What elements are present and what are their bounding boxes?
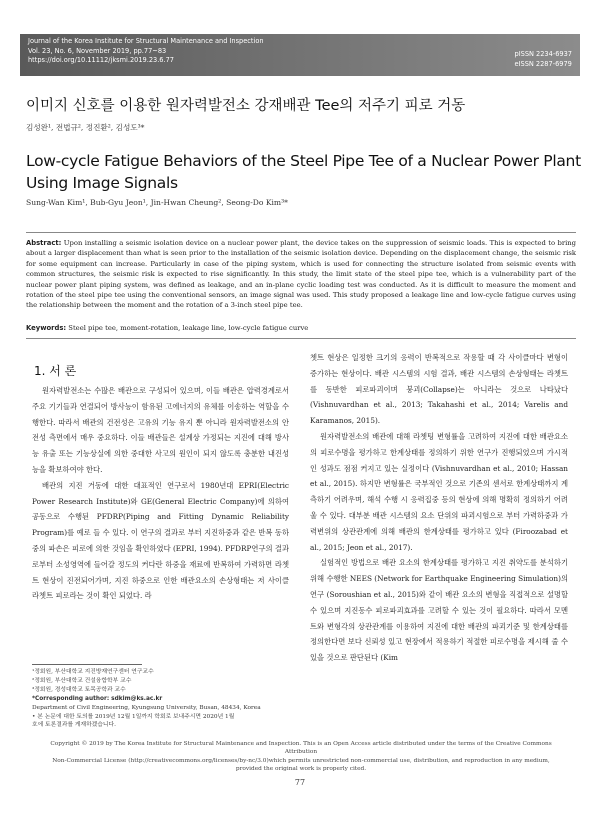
body-paragraph: 원자력발전소는 수많은 배관으로 구성되어 있으며, 이들 배관은 압력경계로서 주요 기기들과 연결되어 방사능이 함유된 고에너지의 유체를 이송하는 역할을 수행한다. 따라서 배관의 건전성은 고유의 기능 유지 뿐 아니라 원자력발전소의 안전성 측면에서 매우 중요하다. 이들 배관들은 설계상 가정되는 지진에 대해 방사능 유출 또는 기능상실에 의한 중대한 사고의 원인이 되지 않도록 충분한 내진성능을 확보하여야 한다. (32, 386, 289, 474)
authors-korean: 김성완¹, 전법규², 정진환², 김성도³* (26, 123, 145, 132)
copyright-notice (36, 740, 566, 774)
discussion-note-cont: 호에 토론결과를 게재하겠습니다. (32, 722, 116, 729)
journal-volume: Vol. 23, No. 6, November 2019, pp.77~83 (28, 46, 167, 55)
title-english: Low-cycle Fatigue Behaviors of the Steel Pipe Tee of a Nuclear Power Plant Using Image Signals (26, 152, 581, 192)
copyright-line: Copyright © 2019 by The Korea Institute for Structural Maintenance and Inspection. This is an Open Access article distributed under the terms of the Creative Commons Attribution (50, 741, 552, 756)
footnote-affiliation-3: ³정회원, 경성대학교 토목공학과 교수 (32, 686, 126, 693)
abstract-label: Abstract: (26, 239, 62, 247)
footnote-divider (32, 664, 142, 665)
page-number: 77 (294, 778, 306, 787)
section-title-introduction: 1. 서 론 (34, 364, 77, 378)
copyright-line: provided the original work is properly cited. (235, 766, 367, 773)
divider-middle (26, 338, 576, 339)
journal-name: Journal of the Korea Institute for Structural Maintenance and Inspection (28, 37, 264, 45)
abstract-text: Upon installing a seismic isolation device on a nuclear power plant, the device takes on the suppression of seismic loads. This is expected to bring about a larger displacement than what is seen prior to the installation of the seismic isolation device. Depending on the displacement change, the seismic risk for some equipment can increase. Particularly in case of the piping system, which is used for connecting the structure isolated from seismic events with common structures, the seismic risk is expected to rise significantly. In this study, the limit state of the steel pipe tee, which is a vulnerability part of the nuclear power plant piping system, was defined as leakage, and an in-plane cyclic loading test was conducted. As it is difficult to measure the moment and rotation of the steel pipe tee using the conventional sensors, an image signal was used. This study proposed a leakage line and low-cycle fatigue curves using the relationship between the moment and the rotation of a 3-inch steel pipe tee. (26, 239, 576, 310)
discussion-note: • 본 논문에 대한 토의를 2019년 12월 1일까지 학회로 보내주시면 2020년 1월 (32, 713, 235, 720)
authors-english: Sung-Wan Kim¹, Bub-Gyu Jeon¹, Jin-Hwan Cheung², Seong-Do Kim³* (26, 198, 288, 207)
issn-block (515, 50, 572, 69)
corresponding-author: *Corresponding author: sdkim@ks.ac.kr (32, 695, 163, 702)
divider-top (26, 232, 576, 233)
journal-info (28, 37, 264, 66)
eissn: eISSN 2287-6979 (514, 59, 572, 68)
body-paragraph: 원자력발전소의 배관에 대해 라쳇팅 변형률을 고려하여 지진에 대한 배관요소의 피로수명을 평가하고 한계상태를 정의하기 위한 연구가 진행되었으며 가시적인 성과도 점점 커지고 있는 실정이다 (Vishnuvardhan et al., 2010; Hassan et al., 2015). 하지만 변형률은 국부적인 것으로 기존의 센서로 한계상태까지 계측하기 어려우며, 해석 수행 시 응력집중 등의 현상에 의해 명확히 정의하기 어려울 수 있다. 대부분 배관 시스템의 요소 단위의 파괴시험으로 부터 가력하중과 가력변위의 상관관계에 의해 배관의 한계상태를 평가하고 있다 (Firoozabad et al., 2015; Jeon et al., 2017). (310, 431, 568, 552)
keywords-label: Keywords: (26, 324, 67, 332)
copyright-line: Non-Commercial License (http://creativecommons.org/licenses/by-nc/3.0)which permits unrestricted non-commercial use, distribution, and reproduction in any medium, (52, 757, 550, 764)
doi-link[interactable]: https://doi.org/10.11112/jksmi.2019.23.6.77 (28, 56, 174, 65)
body-paragraph: 쳇트 현상은 일정한 크기의 응력이 반복적으로 작용할 때 각 사이클마다 변형이 증가하는 현상이다. 배관 시스템의 시험 결과, 배관 시스템의 손상형태는 라쳇트를 동반한 피로파괴이며 붕괴(Collapse)는 아니라는 것으로 나타났다 (Vishnuvardhan et al., 2013; Takahashi et al., 2014; Varelis and Karamanos, 2015). (310, 353, 568, 426)
footnotes (32, 668, 290, 730)
body-paragraph: 실험적인 방법으로 배관 요소의 한계상태를 평가하고 지진 취약도를 분석하기 위해 수행한 NEES (Network for Earthquake Engineering Simulation)의 연구 (Soroushian et al., 2015)와 같이 배관 요소의 변형을 직접적으로 설명할 수 있으며 지진동수 피로파괴효과를 고려할 수 있는 것이 필요하다. 따라서 모멘트와 변형각의 상관관계를 이용하여 지진에 대한 배관의 파괴기준 및 한계상태를 정의한다면 보다 신뢰성 있고 현장에서 적용하기 적절한 피로수명을 제시해 줄 수 있을 것으로 판단된다 (Kim (310, 558, 568, 663)
pissn: pISSN 2234-6937 (514, 50, 572, 58)
author-department: Department of Civil Engineering, Kyungsung University, Busan, 48434, Korea (32, 704, 261, 711)
footnote-affiliation-2: ²정회원, 부산대학교 건설융합학부 교수 (32, 677, 132, 684)
body-column-left (32, 383, 289, 653)
abstract (26, 238, 576, 311)
footnote-affiliation-1: ¹정회원, 부산대학교 지진방재연구센터 연구교수 (32, 669, 154, 675)
keywords (26, 323, 576, 333)
body-paragraph: 배관의 지진 거동에 대한 대표적인 연구로서 1980년대 EPRI(Electric Power Research Institute)와 GE(General Electric Company)에 의하여 공동으로 수행된 PFDRP(Piping and Fitting Dynamic Reliability Program)를 예로 들 수 있다. 이 연구의 결과로 부터 지진하중과 같은 반복 동하중의 파손은 피로에 의한 것임을 확인하였다 (EPRI, 1994). PFDRP연구의 결과로부터 소성영역에 들어갈 정도의 커다란 하중을 재료에 반복하여 가력하면 라쳇트 현상이 진전되어가며, 지진 하중으로 인한 배관요소의 손상형태는 저 사이클 라쳇트 피로라는 것이 확인 되었다. 라 (32, 480, 289, 601)
title-korean: 이미지 신호를 이용한 원자력발전소 강재배관 Tee의 저주기 피로 거동 (26, 98, 466, 114)
keywords-text: Steel pipe tee, moment-rotation, leakage line, low-cycle fatigue curve (66, 324, 309, 332)
